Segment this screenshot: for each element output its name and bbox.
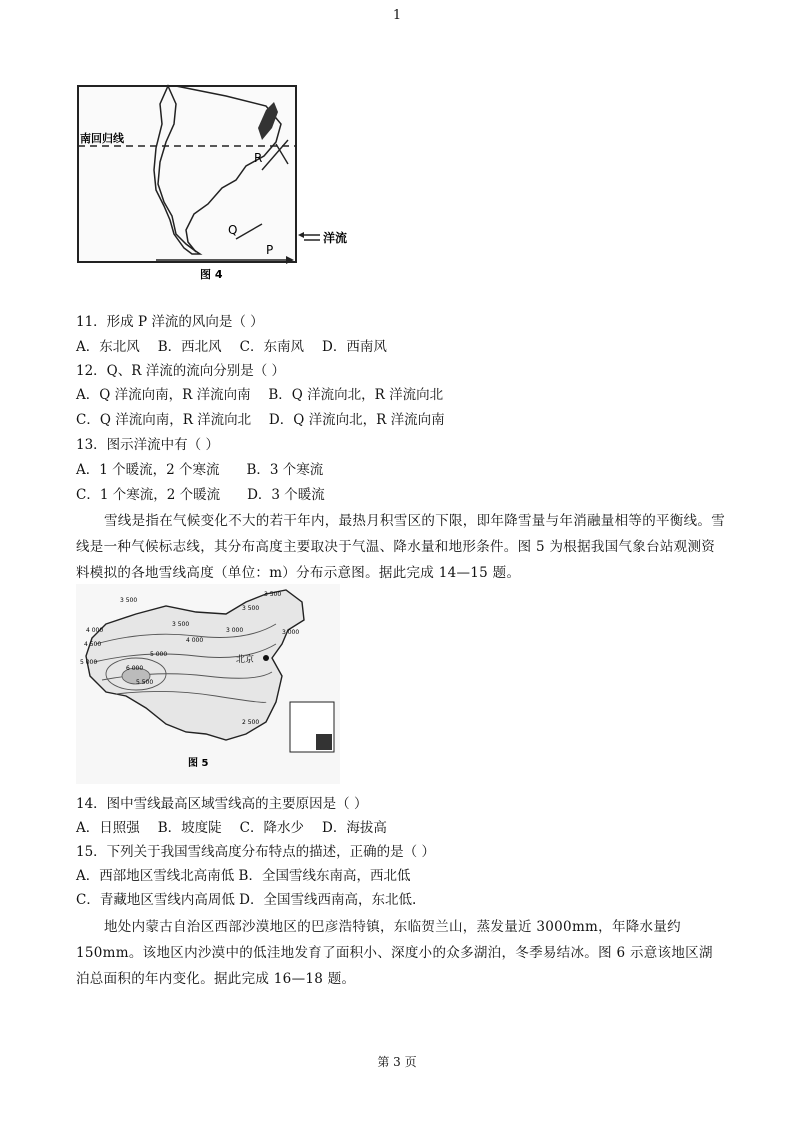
label-R: R (254, 151, 263, 165)
contour-label: 2 500 (242, 719, 260, 726)
figure-4-map (76, 84, 366, 284)
q11-options (76, 338, 405, 356)
q14-option-c: C．降水少 (239, 820, 305, 836)
q15-stem: 15．下列关于我国雪线高度分布特点的描述，正确的是（ ） (76, 844, 435, 860)
q15-line1: A．西部地区雪线北高南低 B．全国雪线东南高，西北低 (76, 868, 411, 884)
contour-label: 5 000 (80, 659, 98, 666)
page-top-number: 1 (392, 8, 402, 23)
contour-label: 4 000 (186, 637, 204, 644)
label-Q: Q (228, 223, 238, 237)
contour-label: 3 500 (242, 605, 260, 612)
q12-line2: C．Q 洋流向南，R 洋流向北 D．Q 洋流向北，R 洋流向南 (76, 412, 445, 428)
q14-stem: 14．图中雪线最高区域雪线高的主要原因是（ ） (76, 796, 368, 812)
page-footer: 第 3 页 (377, 1055, 417, 1069)
q12-line1: A．Q 洋流向南，R 洋流向南 B．Q 洋流向北，R 洋流向北 (76, 387, 444, 403)
q12-stem: 12．Q、R 洋流的流向分别是（ ） (76, 363, 285, 379)
q13-line1: A．1 个暖流，2 个寒流 B．3 个寒流 (76, 462, 324, 478)
contour-label: 3 000 (282, 629, 300, 636)
contour-label: 3 500 (264, 591, 282, 598)
figure-5-caption: 图 5 (188, 758, 209, 769)
legend-label: 洋流 (323, 231, 348, 245)
figure-5 (76, 584, 340, 784)
q15-line2: C．青藏地区雪线内高周低 D．全国雪线西南高，东北低. (76, 892, 417, 908)
passage-snowline: 雪线是指在气候变化不大的若干年内，最热月积雪区的下限，即年降雪量与年消融量相等的平衡线。雪线是一种气候标志线，其分布高度主要取决于气温、降水量和地形条件。图 5 为根据我国气象台站观测资料模拟的各地雪线高度（单位：m）分布示意图。据此完成 14—15 题。 (76, 513, 725, 581)
q11-stem: 11．形成 P 洋流的风向是（ ） (76, 314, 264, 330)
contour-label: 3 500 (172, 621, 190, 628)
figure-5-map (76, 584, 340, 784)
beijing-label: 北京 (236, 655, 255, 665)
figure-4-caption: 图 4 (200, 268, 223, 281)
q11-option-b: B．西北风 (157, 339, 222, 355)
figure-4 (76, 84, 366, 284)
contour-label: 3 000 (226, 627, 244, 634)
q14-options (76, 819, 405, 837)
q13-stem: 13．图示洋流中有（ ） (76, 437, 219, 453)
q14-option-b: B．坡度陡 (157, 820, 222, 836)
q14-option-d: D．海拔高 (322, 820, 387, 836)
contour-label: 4 000 (86, 627, 104, 634)
q11-option-d: D．西南风 (322, 339, 387, 355)
contour-label: 3 500 (120, 597, 138, 604)
q14-option-a: A．日照强 (76, 820, 140, 836)
tropic-label: 南回归线 (80, 132, 124, 145)
q13-line2: C．1 个寒流，2 个暖流 D．3 个暖流 (76, 487, 325, 503)
contour-label: 5 000 (150, 651, 168, 658)
contour-label: 4 500 (84, 641, 102, 648)
contour-label: 6 000 (126, 665, 144, 672)
q11-option-a: A．东北风 (76, 339, 140, 355)
q11-option-c: C．东南风 (239, 339, 305, 355)
passage-lakes: 地处内蒙古自治区西部沙漠地区的巴彦浩特镇，东临贺兰山，蒸发量近 3000mm，年降水量约 150mm。该地区内沙漠中的低洼地发育了面积小、深度小的众多湖泊，冬季易结冰。图 6 示意该地区湖泊总面积的年内变化。据此完成 16—18 题。 (76, 919, 713, 987)
beijing-marker (263, 655, 269, 661)
label-P: P (266, 243, 274, 257)
contour-label: 5 500 (136, 679, 154, 686)
